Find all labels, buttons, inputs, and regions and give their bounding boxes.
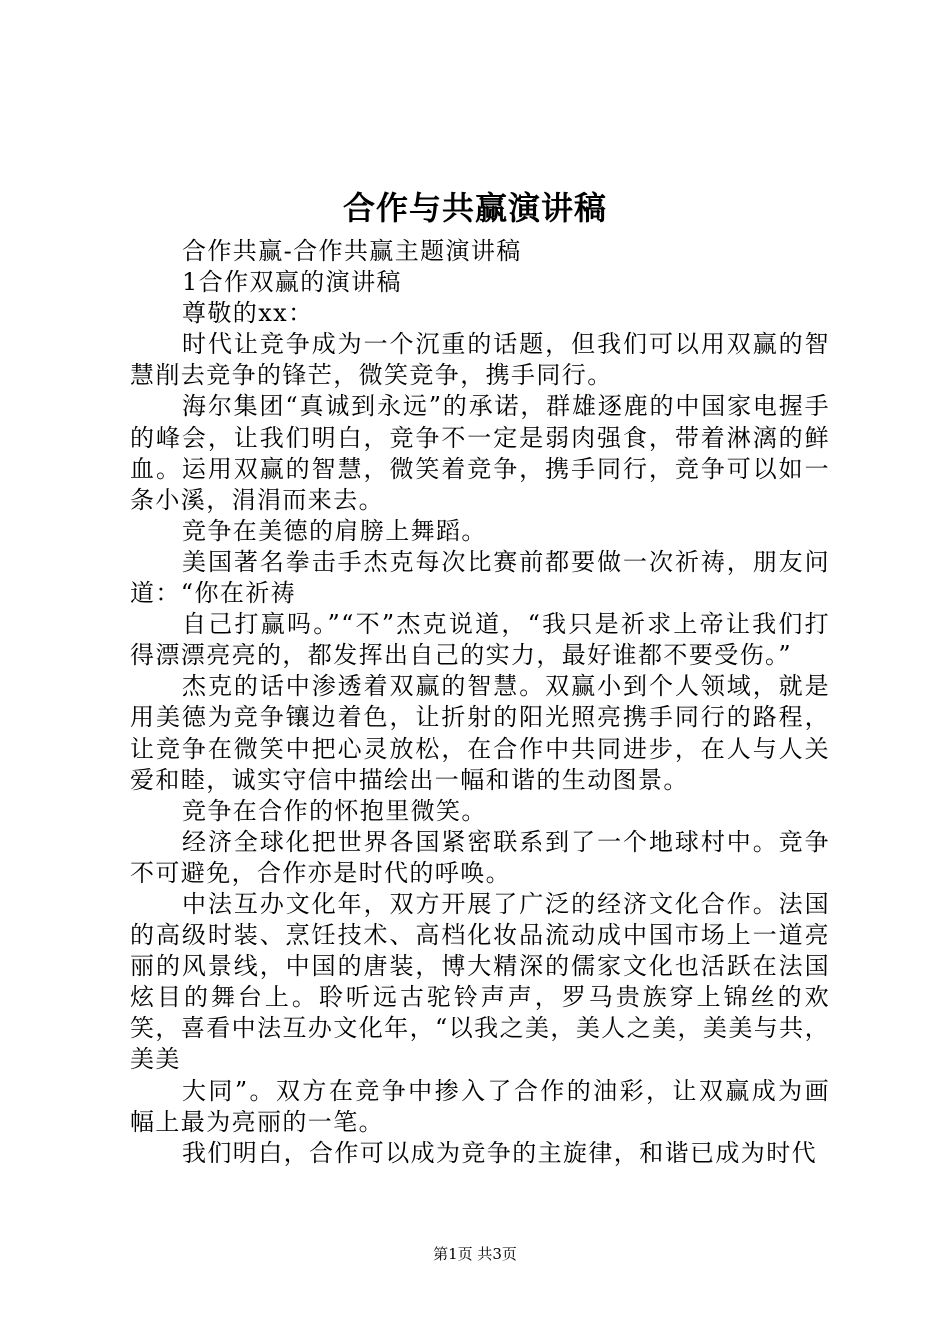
- paragraph: 经济全球化把世界各国紧密联系到了一个地球村中。竞争不可避免，合作亦是时代的呼唤。: [130, 827, 830, 887]
- paragraph: 中法互办文化年，双方开展了广泛的经济文化合作。法国的高级时装、烹饪技术、高档化妆品流动成中国市场上一道亮丽的风景线，中国的唐装，博大精深的儒家文化也活跃在法国炫目的舞台上。聆听远古驼铃声声，罗马贵族穿上锦丝的欢笑，喜看中法互办文化年，“以我之美，美人之美，美美与共，美美: [130, 889, 830, 1074]
- document-title: 合作与共赢演讲稿: [342, 189, 607, 227]
- document-body: [130, 236, 830, 1169]
- page-number: 第1页 共3页: [433, 1245, 517, 1263]
- paragraph: 海尔集团“真诚到永远”的承诺，群雄逐鹿的中国家电握手的峰会，让我们明白，竞争不一定是弱肉强食，带着淋漓的鲜血。运用双赢的智慧，微笑着竞争，携手同行，竞争可以如一条小溪，涓涓而来去。: [130, 392, 830, 514]
- paragraph: 时代让竞争成为一个沉重的话题，但我们可以用双赢的智慧削去竞争的锋芒，微笑竞争，携手同行。: [130, 330, 830, 390]
- paragraph: 合作共赢-合作共赢主题演讲稿: [182, 237, 522, 265]
- paragraph: 我们明白，合作可以成为竞争的主旋律，和谐已成为时代: [182, 1138, 817, 1167]
- paragraph: 1合作双赢的演讲稿: [182, 268, 402, 297]
- page-footer: [0, 1242, 950, 1266]
- paragraph: 杰克的话中渗透着双赢的智慧。双赢小到个人领域，就是用美德为竞争镶边着色，让折射的阳光照亮携手同行的路程，让竞争在微笑中把心灵放松，在合作中共同进步，在人与人关爱和睦，诚实守信中描绘出一幅和谐的生动图景。: [130, 672, 830, 794]
- paragraph: 尊敬的xx：: [182, 299, 314, 328]
- paragraph: 美国著名拳击手杰克每次比赛前都要做一次祈祷，朋友问道：“你在祈祷: [130, 547, 830, 608]
- paragraph: 竞争在合作的怀抱里微笑。: [182, 796, 487, 825]
- paragraph: 大同”。双方在竞争中掺入了合作的油彩，让双赢成为画幅上最为亮丽的一笔。: [130, 1076, 830, 1136]
- paragraph: 竞争在美德的肩膀上舞蹈。: [182, 516, 487, 545]
- paragraph: 自己打赢吗。”“不”杰克说道，“我只是祈求上帝让我们打得漂漂亮亮的，都发挥出自己的实力，最好谁都不要受伤。”: [130, 610, 830, 670]
